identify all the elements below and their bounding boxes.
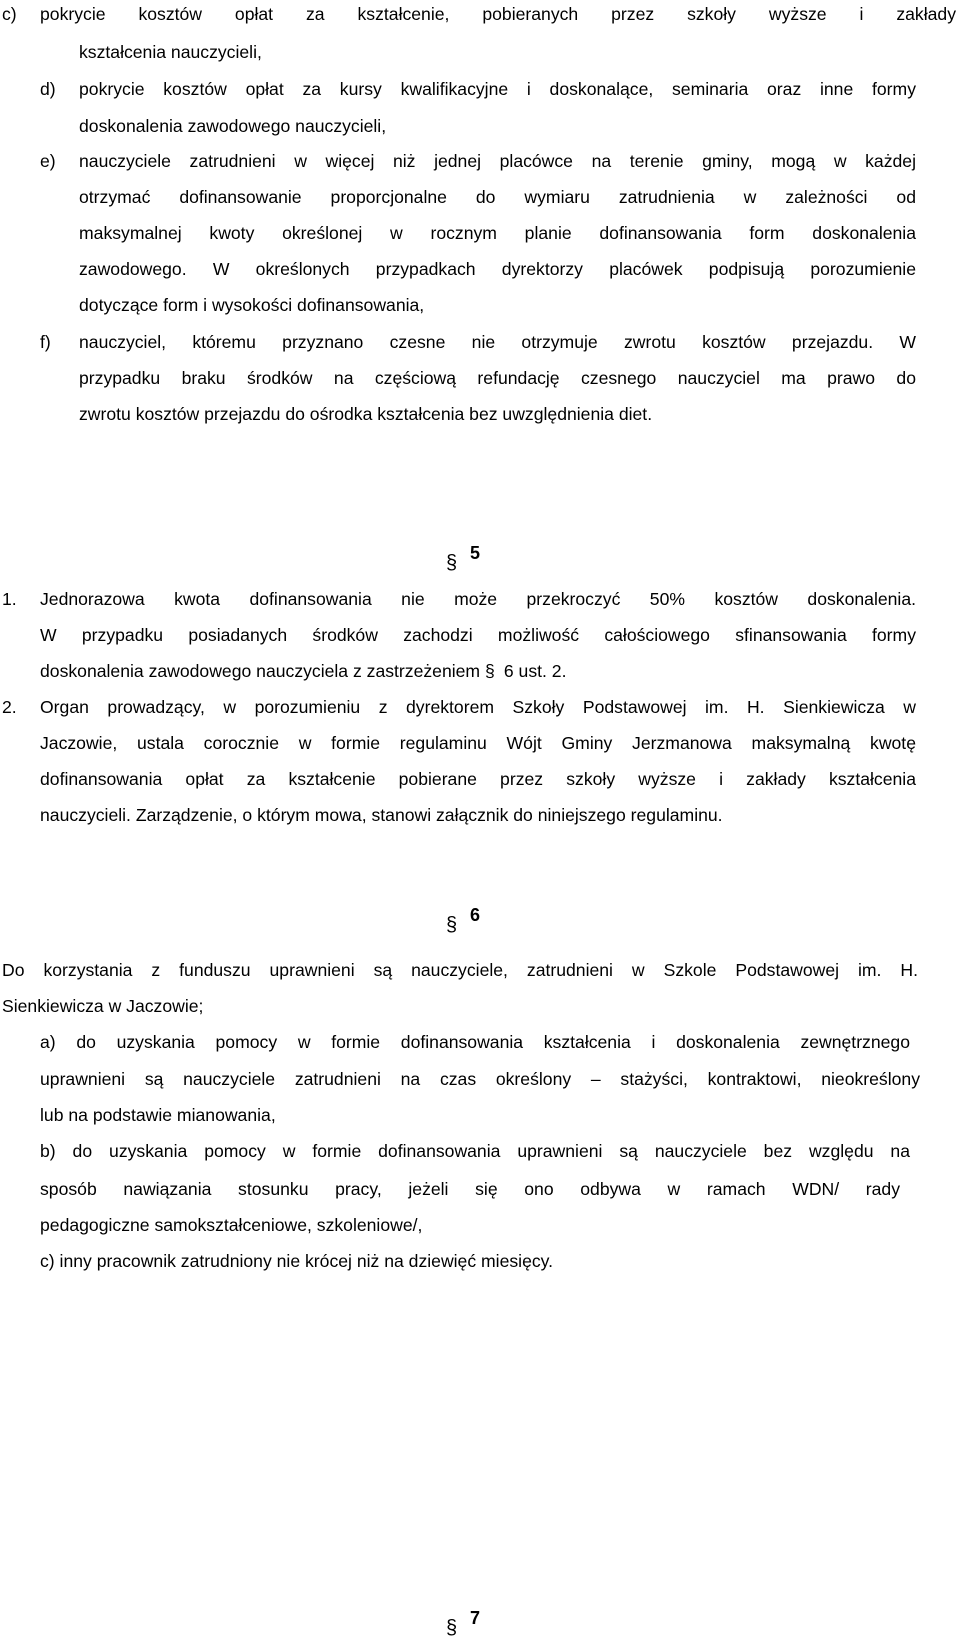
list-item-c-line-2: kształcenia nauczycieli, bbox=[79, 42, 262, 62]
s5-p1-line-3 bbox=[40, 663, 566, 681]
s5-p2-line-1: Organ prowadzący, w porozumieniu z dyrektorem Szkoły Podstawowej im. H. Sienkiewicza w bbox=[40, 697, 916, 717]
s6-a-line-1: a) do uzyskania pomocy w formie dofinansowania kształcenia i doskonalenia zewnętrznego bbox=[40, 1032, 910, 1052]
section-number: 5 bbox=[470, 543, 481, 563]
list-item-f-line-3: zwrotu kosztów przejazdu do ośrodka kształcenia bez uwzględnienia diet. bbox=[79, 404, 653, 424]
list-item-d-line-2: doskonalenia zawodowego nauczycieli, bbox=[79, 116, 387, 136]
section-heading-7 bbox=[446, 1609, 480, 1627]
s5-p1-line-3-text: doskonalenia zawodowego nauczyciela z zastrzeżeniem bbox=[40, 661, 481, 681]
s6-b-line-3: pedagogiczne samokształceniowe, szkoleniowe/, bbox=[40, 1215, 423, 1235]
s5-p1-line-2: W przypadku posiadanych środków zachodzi możliwość całościowego sfinansowania formy bbox=[40, 625, 916, 645]
s6-b-line-1: b) do uzyskania pomocy w formie dofinansowania uprawnieni są nauczyciele bez względu na bbox=[40, 1141, 910, 1161]
list-item-c-line-1: pokrycie kosztów opłat za kształcenie, pobieranych przez szkoły wyższe i zakłady bbox=[40, 4, 956, 24]
list-item-e-line-5: dotyczące form i wysokości dofinansowania, bbox=[79, 295, 425, 315]
s5-marker-1: 1. bbox=[2, 589, 17, 609]
s5-p1-line-3-ref: 6 ust. 2. bbox=[503, 661, 567, 681]
list-item-f-line-2: przypadku braku środków na częściową refundację czesnego nauczyciel ma prawo do bbox=[79, 368, 916, 388]
section-heading-5 bbox=[446, 544, 480, 562]
section-number: 6 bbox=[470, 905, 481, 925]
s6-c-line-1: c) inny pracownik zatrudniony nie krócej niż na dziewięć miesięcy. bbox=[40, 1251, 554, 1271]
s5-p2-line-3: dofinansowania opłat za kształcenie pobierane przez szkoły wyższe i zakłady kształcenia bbox=[40, 769, 916, 789]
list-marker-f: f) bbox=[40, 332, 51, 352]
list-marker-d: d) bbox=[40, 79, 56, 99]
section-heading-6 bbox=[446, 906, 480, 924]
s6-b-line-2: sposób nawiązania stosunku pracy, jeżeli się ono odbywa w ramach WDN/ rady bbox=[40, 1179, 900, 1199]
list-item-e-line-2: otrzymać dofinansowanie proporcjonalne do wymiaru zatrudnienia w zależności od bbox=[79, 187, 916, 207]
s6-a-line-2: uprawnieni są nauczyciele zatrudnieni na czas określony – stażyści, kontraktowi, nieokreślony bbox=[40, 1069, 920, 1089]
section-sign-inline: § bbox=[484, 661, 495, 681]
list-marker-e: e) bbox=[40, 151, 56, 171]
section-number: 7 bbox=[470, 1608, 481, 1628]
s5-p1-line-1: Jednorazowa kwota dofinansowania nie może przekroczyć 50% kosztów doskonalenia. bbox=[40, 589, 916, 609]
s5-p2-line-4: nauczycieli. Zarządzenie, o którym mowa, stanowi załącznik do niniejszego regulaminu. bbox=[40, 805, 723, 825]
list-item-d-line-1: pokrycie kosztów opłat za kursy kwalifikacyjne i doskonalące, seminaria oraz inne formy bbox=[79, 79, 916, 99]
s6-intro-line-1: Do korzystania z funduszu uprawnieni są nauczyciele, zatrudnieni w Szkole Podstawowej im. H. bbox=[2, 960, 918, 980]
s5-marker-2: 2. bbox=[2, 697, 17, 717]
s6-a-line-3: lub na podstawie mianowania, bbox=[40, 1105, 276, 1125]
s5-p2-line-2: Jaczowie, ustala corocznie w formie regulaminu Wójt Gminy Jerzmanowa maksymalną kwotę bbox=[40, 733, 916, 753]
list-marker-c: c) bbox=[2, 4, 17, 24]
s6-intro-line-2: Sienkiewicza w Jaczowie; bbox=[2, 996, 204, 1016]
list-item-e-line-1: nauczyciele zatrudnieni w więcej niż jednej placówce na terenie gminy, mogą w każdej bbox=[79, 151, 916, 171]
list-item-f-line-1: nauczyciel, któremu przyznano czesne nie otrzymuje zwrotu kosztów przejazdu. W bbox=[79, 332, 916, 352]
list-item-e-line-3: maksymalnej kwoty określonej w rocznym planie dofinansowania form doskonalenia bbox=[79, 223, 916, 243]
list-item-e-line-4: zawodowego. W określonych przypadkach dyrektorzy placówek podpisują porozumienie bbox=[79, 259, 916, 279]
